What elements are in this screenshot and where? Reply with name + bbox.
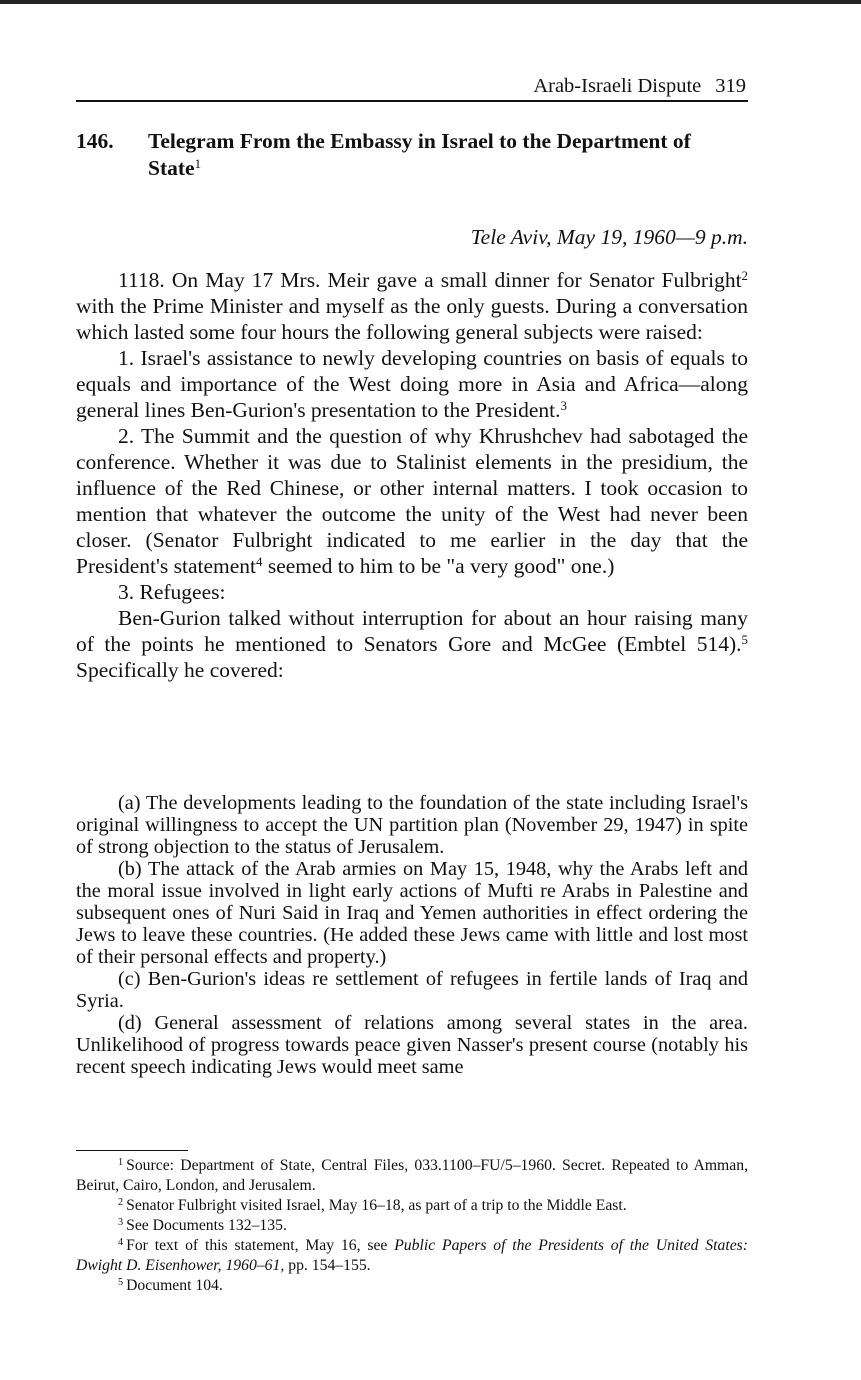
footnote-ref-3[interactable]: 3 bbox=[560, 398, 567, 413]
footnote-3 bbox=[76, 1216, 748, 1236]
footnote-4-text-a: For text of this statement, May 16, see bbox=[126, 1237, 395, 1254]
footnote-3-mark: 3 bbox=[118, 1216, 124, 1228]
paragraph-intro-text-b: with the Prime Minister and myself as the only guests. During a conversation which lasted some four hours the following general subjects were raised: bbox=[76, 294, 748, 344]
running-head bbox=[76, 74, 746, 98]
footnote-3-text: See Documents 132–135. bbox=[126, 1217, 287, 1234]
footnote-4-text-b: pp. 154–155. bbox=[284, 1257, 371, 1274]
footnote-2-text: Senator Fulbright visited Israel, May 16–18, as part of a trip to the Middle East. bbox=[126, 1197, 627, 1214]
document-title-text: Telegram From the Embassy in Israel to the Department of State bbox=[148, 129, 691, 180]
footnote-4-mark: 4 bbox=[118, 1236, 124, 1248]
telegram-body bbox=[76, 267, 748, 683]
footnote-2 bbox=[76, 1196, 748, 1216]
footnote-ref-2[interactable]: 2 bbox=[741, 268, 748, 283]
paragraph-item-1-text: 1. Israel's assistance to newly developing countries on basis of equals to equals and importance of the West doing more in Asia and Africa—along general lines Ben-Gurion's presentation to the President. bbox=[76, 346, 748, 422]
footnote-5-mark: 5 bbox=[118, 1276, 124, 1288]
subitem-b: (b) The attack of the Arab armies on May 15, 1948, why the Arabs left and the moral issue involved in light early actions of Mufti re Arabs in Palestine and subsequent ones of Nuri Said in Iraq and Yemen authorities in effect ordering the Jews to leave these countries. (He added these Jews came with little and lost most of their personal effects and property.) bbox=[76, 858, 748, 968]
paragraph-item-2-text-b: seemed to him to be "a very good" one.) bbox=[262, 554, 615, 578]
paragraph-item-2 bbox=[76, 423, 748, 579]
footnote-ref-4[interactable]: 4 bbox=[256, 554, 263, 569]
paragraph-ben-gurion-text-b: Specifically he covered: bbox=[76, 658, 284, 682]
footnote-4 bbox=[76, 1236, 748, 1276]
dateline: Tele Aviv, May 19, 1960—9 p.m. bbox=[470, 225, 748, 249]
scan-top-border bbox=[0, 0, 861, 4]
paragraph-item-2-text-a: 2. The Summit and the question of why Khrushchev had sabotaged the conference. Whether it was due to Stalinist elements in the presidium, the influence of the Red Chinese, or other internal matters. I took occasion to mention that whatever the outcome the unity of the West had never been closer. (Senator Fulbright indicated to me earlier in the day that the President's statement bbox=[76, 424, 748, 578]
footnote-1-mark: 1 bbox=[118, 1156, 124, 1168]
footnote-5-text: Document 104. bbox=[126, 1277, 223, 1294]
subitem-d: (d) General assessment of relations among several states in the area. Unlikelihood of progress towards peace given Nasser's present course (notably his recent speech indicating Jews would meet same bbox=[76, 1012, 748, 1078]
footnote-1-text: Source: Department of State, Central Files, 033.1100–FU/5–1960. Secret. Repeated to Amman, Beirut, Cairo, London, and Jerusalem. bbox=[76, 1157, 748, 1194]
header-rule bbox=[76, 100, 748, 102]
paragraph-item-3: 3. Refugees: bbox=[118, 580, 226, 604]
footnote-2-mark: 2 bbox=[118, 1196, 124, 1208]
footnote-ref-1[interactable]: 1 bbox=[194, 156, 202, 171]
footnote-4-citation: Public Papers of the Presidents of the United States: Dwight D. Eisenhower, 1960–61, bbox=[76, 1237, 748, 1274]
paragraph-intro-text-a: 1118. On May 17 Mrs. Meir gave a small dinner for Senator Fulbright bbox=[118, 268, 742, 292]
document-number: 146. bbox=[76, 129, 114, 153]
paragraph-intro bbox=[76, 267, 748, 345]
subitem-c: (c) Ben-Gurion's ideas re settlement of refugees in fertile lands of Iraq and Syria. bbox=[76, 968, 748, 1012]
paragraph-ben-gurion-text-a: Ben-Gurion talked without interruption for about an hour raising many of the points he mentioned to Senators Gore and McGee (Embtel 514). bbox=[76, 606, 748, 656]
footnote-5 bbox=[76, 1276, 748, 1296]
page-number: 319 bbox=[715, 75, 746, 97]
footnote-rule bbox=[76, 1150, 188, 1151]
footnotes bbox=[76, 1156, 748, 1296]
footnote-1 bbox=[76, 1156, 748, 1196]
document-title bbox=[148, 128, 748, 182]
footnote-ref-5[interactable]: 5 bbox=[741, 632, 748, 647]
subitems-block bbox=[76, 792, 748, 1078]
subitem-a: (a) The developments leading to the foundation of the state including Israel's original willingness to accept the UN partition plan (November 29, 1947) in spite of strong objection to the status of Jerusalem. bbox=[76, 792, 748, 858]
paragraph-ben-gurion bbox=[76, 605, 748, 683]
running-title: Arab-Israeli Dispute bbox=[533, 75, 702, 97]
paragraph-item-1 bbox=[76, 345, 748, 423]
